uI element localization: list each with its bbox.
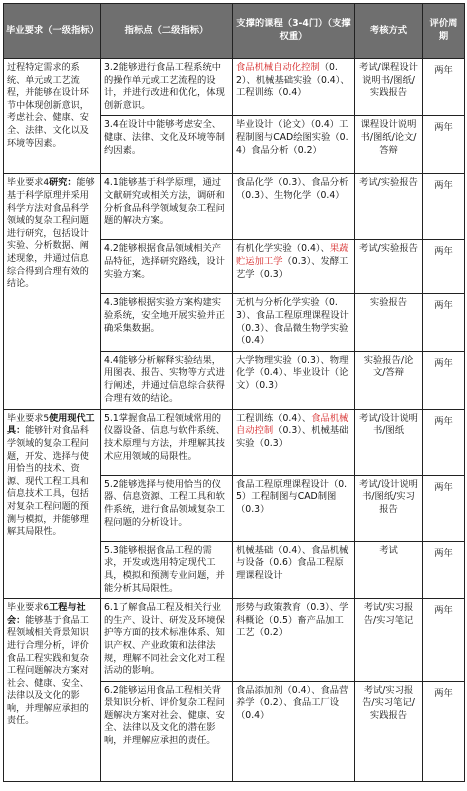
grad-req-cell: [4, 59, 101, 174]
table-row: [4, 599, 465, 682]
assessment-cell: 考试/设计说明书/图纸/实习报告: [355, 475, 423, 541]
grad-req-cell: [4, 174, 101, 409]
indicator-cell: 4.2能够根据食品领域相关产品特征，选择研究路线，设计实验方案。: [101, 240, 233, 294]
grad-req-cell: [4, 599, 101, 782]
course-text: 机械基础（0.4）、食品机械与设备（0.6）: [236, 544, 349, 569]
assessment-cell: 课程设计说明书/图纸/论文/答辩: [355, 116, 423, 174]
course-text: 食品添加剂（0.4）、食品营养学（0.2）、食品工厂设（0.4）: [236, 684, 349, 721]
indicator-cell: 6.2能够运用食品工程相关背景知识分析、评价复杂工程问题解决方案对社会、健康、安全、法律以及文化的潜在影响，并理解应承担的责任。: [101, 681, 233, 781]
grad-req-prefix: 毕业要求4: [7, 178, 50, 189]
course-text: 毕业设计（论文）（0.4）工程制图与CAD绘图实验（0.4）食品分析（0.2）: [236, 119, 349, 156]
cycle-cell: 两年: [423, 599, 465, 682]
course-text: 果蔬贮运加工学: [236, 243, 349, 267]
graduation-requirements-table: [3, 3, 465, 782]
course-text: 大学物理实验（0.3）、物理化学（0.4）、毕业设计（论文）（0.3）: [236, 354, 349, 391]
cycle-cell: 两年: [423, 240, 465, 294]
course-text: （0.3）、机械基础实验（0.3）: [236, 425, 349, 449]
grad-req-title: 工程与社会：: [7, 603, 86, 626]
course-text: 工程训练（0.4）、: [236, 412, 312, 424]
grad-req-text: 过程特定需求的系统、单元或工艺流程，并能够在设计环节中体现创新意识，考虑社会、健康、安全、法律、文化以及环境等因素。: [7, 63, 89, 149]
grad-req-prefix: 毕业要求5: [7, 413, 50, 424]
cycle-cell: 两年: [423, 59, 465, 116]
table-body: [4, 59, 465, 782]
course-text: 食品工程原理课程设计（0.5）工程制图与CAD制图（0.3）: [236, 478, 348, 515]
course-text: 食品机械自动控制: [236, 412, 349, 437]
grad-req-text: 能够基于科学原理并采用科学方法对食品科学领域的复杂工程问题进行研究，包括设计实验、分析数据、阐述现象，并通过信息综合得到合理有效的结论。: [7, 178, 95, 290]
courses-cell: [233, 681, 355, 781]
header-courses: 支撑的课程（3-4门）（支撑权重）: [233, 4, 355, 59]
course-text: 有机化学实验（0.4）、: [236, 243, 330, 255]
grad-req-prefix: 毕业要求6: [7, 603, 50, 614]
course-text: （0.4）、工程训练（0.4）: [236, 74, 350, 99]
indicator-cell: 4.3能够根据实验方案构建实验系统，安全地开展实验并正确采集数据。: [101, 294, 233, 351]
course-text: 食品工程原理课程设计: [236, 557, 344, 581]
header-assessment: 考核方式: [355, 4, 423, 59]
cycle-cell: 两年: [423, 681, 465, 781]
courses-cell: [233, 409, 355, 475]
grad-req-text: 能够基于食品工程领域相关背景知识进行合理分析，评价食品工程实践和复杂工程问题解决方案对社会、健康、安全、法律以及文化的影响，并理解应承担的责任。: [7, 615, 89, 727]
assessment-cell: 考试: [355, 541, 423, 598]
indicator-cell: 3.2能够进行食品工程系统中的操作单元或工艺流程的设计，并进行改进和优化，体现创新意识。: [101, 59, 233, 116]
course-text: 形势与政策教育（0.3）、学科概论（0.5）畜产品加工工艺（0.2）: [236, 602, 349, 639]
cycle-cell: 两年: [423, 294, 465, 351]
table-header-row: [4, 4, 465, 59]
cycle-cell: 两年: [423, 116, 465, 174]
assessment-cell: 考试/课程设计说明书/图纸/实践报告: [355, 59, 423, 116]
indicator-cell: 6.1了解食品工程及相关行业的生产、设计、研发及环境保护等方面的技术标准体系、知识产权、产业政策和法律法规，理解不同社会文化对工程活动的影响。: [101, 599, 233, 682]
cycle-cell: 两年: [423, 541, 465, 598]
cycle-cell: 两年: [423, 174, 465, 240]
table-row: [4, 59, 465, 116]
assessment-cell: 考试/实习报告/实习笔记/实践报告: [355, 681, 423, 781]
courses-cell: [233, 599, 355, 682]
indicator-cell: 3.4在设计中能够考虑安全、健康、法律、文化及环境等制约因素。: [101, 116, 233, 174]
table-row: [4, 174, 465, 240]
courses-cell: [233, 59, 355, 116]
cycle-cell: 两年: [423, 409, 465, 475]
table-row: [4, 409, 465, 475]
course-text: 食品化学（0.3）、食品分析（0.3）、生物化学（0.4）: [236, 177, 349, 201]
courses-cell: [233, 294, 355, 351]
courses-cell: [233, 240, 355, 294]
course-text: （0.3）、发酵工艺学（0.3）: [236, 255, 349, 280]
grad-req-text: 能够针对食品科学领域的复杂工程问题，开发、选择与使用恰当的技术、资源、现代工程工具和信息技术工具，包括对复杂工程问题的预测与模拟，并能够理解其局限性。: [7, 426, 89, 538]
assessment-cell: 考试/实习报告/实习笔记: [355, 599, 423, 682]
grad-req-title: 使用现代工具：: [7, 413, 95, 437]
courses-cell: [233, 174, 355, 240]
course-text: 食品机械自动化控制: [236, 62, 320, 73]
indicator-cell: 5.3能够根据食品工程的需求，开发或选用特定现代工具，模拟和预测专业问题，并能分析其局限性。: [101, 541, 233, 598]
assessment-cell: 实验报告/论文/答辩: [355, 351, 423, 409]
course-text: 无机与分析化学实验（0.3）、食品工程原理课程设计（0.3）、食品微生物学实验（0.4）: [236, 297, 349, 347]
header-cycle: 评价周期: [423, 4, 465, 59]
cycle-cell: 两年: [423, 351, 465, 409]
courses-cell: [233, 116, 355, 174]
indicator-cell: 4.4能够分析解释实验结果，用图表、报告、实物等方式进行阐述，并通过信息综合获得合理有效的结论。: [101, 351, 233, 409]
courses-cell: [233, 351, 355, 409]
header-indicator: 指标点（二级指标）: [101, 4, 233, 59]
cycle-cell: 两年: [423, 475, 465, 541]
indicator-cell: 5.1掌握食品工程领域常用的仪器设备、信息与软件系统、技术原理与方法，并理解其技术应用领域的局限性。: [101, 409, 233, 475]
assessment-cell: 实验报告: [355, 294, 423, 351]
grad-req-cell: [4, 409, 101, 598]
assessment-cell: 考试/实验报告: [355, 240, 423, 294]
header-grad-req: 毕业要求（一级指标）: [4, 4, 101, 59]
courses-cell: [233, 541, 355, 598]
courses-cell: [233, 475, 355, 541]
assessment-cell: 考试/设计说明书/图纸: [355, 409, 423, 475]
grad-req-title: 研究：: [49, 178, 77, 189]
assessment-cell: 考试/实验报告: [355, 174, 423, 240]
indicator-cell: 5.2能够选择与使用恰当的仪器、信息资源、工程工具和软件系统，进行食品领域复杂工程问题的分析设计。: [101, 475, 233, 541]
course-text: （0.2）、机械基础实验: [236, 62, 338, 86]
indicator-cell: 4.1能够基于科学原理，通过文献研究或相关方法，调研和分析食品科学领域复杂工程问题的解决方案。: [101, 174, 233, 240]
